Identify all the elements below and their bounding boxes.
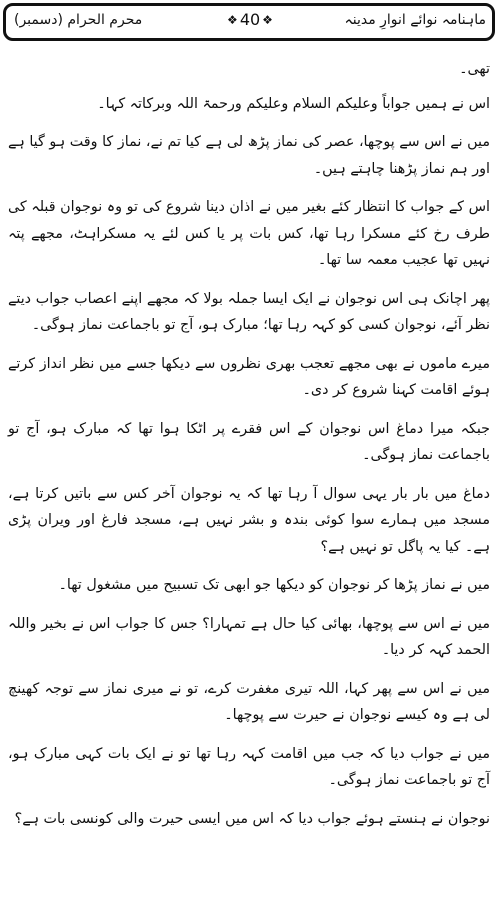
paragraph: نوجوان نے ہنستے ہوئے جواب دیا کہ اس میں ایسی حیرت والی کونسی بات ہے؟ [14,810,490,827]
paragraph: میں نے اس سے پوچھا، عصر کی نماز پڑھ لی ہے کیا تم نے، نماز کا وقت ہو گیا ہے اور ہم نماز پڑھنا چاہتے ہیں۔ [8,134,490,177]
paragraph: اس نے ہمیں جواباً وعلیکم السلام وعلیکم ورحمۃ اللہ وبرکاتہ کہا۔ [97,95,490,112]
paragraph: جبکہ میرا دماغ اس نوجوان کے اس فقرے پر اٹکا ہوا تھا کہ مبارک ہو، آج تو باجماعت نماز ہوگی۔ [8,420,490,463]
paragraph: میرے ماموں نے بھی مجھے تعجب بھری نظروں سے دیکھا جسے میں نظر انداز کرتے ہوئے اقامت کہنا شروع کر دی۔ [8,355,490,398]
ornament-left-icon: ❖ [227,12,238,27]
paragraph: میں نے اس سے پوچھا، بھائی کیا حال ہے تمہارا؟ جس کا جواب اس نے بخیر واللہ الحمد کہہ کر دیا۔ [8,615,490,658]
magazine-name: ماہنامہ نوائے انوارِ مدینہ [344,12,486,28]
paragraph: پھر اچانک ہی اس نوجوان نے ایک ایسا جملہ بولا کہ مجھے اپنے اعصاب جواب دیتے نظر آئے، نوجوان کسی کو کہہ رہا تھا؛ مبارک ہو، آج تو باجماعت نماز ہوگی۔ [8,290,490,333]
paragraph: میں نے اس سے پھر کہا، اللہ تیری مغفرت کرے، تو نے میری نماز سے توجہ کھینچ لی ہے وہ کیسے نوجوان نے حیرت سے پوچھا۔ [8,680,490,723]
paragraph: میں نے جواب دیا کہ جب میں اقامت کہہ رہا تھا تو نے ایک بات کہی مبارک ہو، آج تو باجماعت نماز ہوگی۔ [8,745,490,788]
paragraph: دماغ میں بار بار یہی سوال آ رہا تھا کہ یہ نوجوان آخر کس سے باتیں کرتا ہے، مسجد میں ہمارے سوا کوئی بندہ و بشر نہیں ہے، مسجد فارغ اور ویران پڑی ہے۔ کیا یہ پاگل تو نہیں ہے؟ [8,485,490,555]
issue-label: محرم الحرام (دسمبر) [14,12,143,28]
ornament-right-icon: ❖ [262,12,273,27]
page-number: 40 [239,9,261,29]
paragraph: اس کے جواب کا انتظار کئے بغیر میں نے اذان دینا شروع کی تو وہ نوجوان قبلہ کی طرف رخ کئے مسکرا رہا تھا، کس بات پر یا کس لئے یہ مسکراہٹ، مجھے پتہ نہیں تھا عجیب معمہ سا تھا۔ [8,199,490,268]
article-body [8,56,490,844]
paragraph: میں نے نماز پڑھا کر نوجوان کو دیکھا جو ابھی تک تسبیح میں مشغول تھا۔ [58,577,490,593]
paragraph: تھی۔ [459,61,490,77]
